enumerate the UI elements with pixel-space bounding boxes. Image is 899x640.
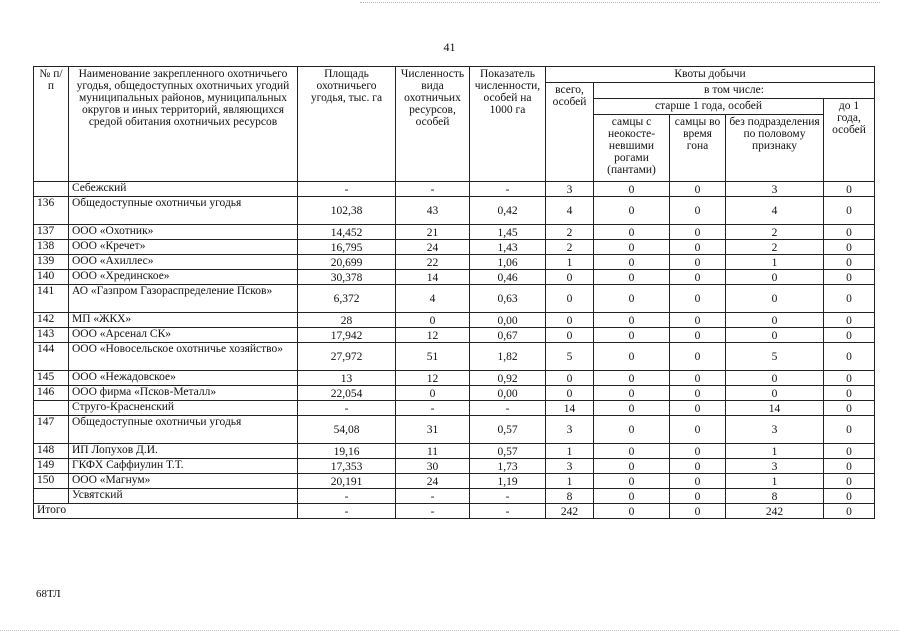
row-area: 27,972 xyxy=(298,343,396,371)
row-males-antlers: 0 xyxy=(594,459,670,474)
row-under1: 0 xyxy=(824,401,875,416)
total-row xyxy=(34,504,875,519)
row-count: 51 xyxy=(396,343,470,371)
row-males-rut: 0 xyxy=(670,474,726,489)
row-males-antlers: 0 xyxy=(594,489,670,504)
row-area: 30,378 xyxy=(298,270,396,285)
table-row xyxy=(34,240,875,255)
row-index: 0,00 xyxy=(470,386,546,401)
table-row xyxy=(34,386,875,401)
table-row xyxy=(34,416,875,444)
table-row xyxy=(34,313,875,328)
row-males-rut: 0 xyxy=(670,489,726,504)
row-index: 0,57 xyxy=(470,416,546,444)
row-total: 0 xyxy=(546,386,594,401)
row-count: 31 xyxy=(396,416,470,444)
row-no-sex: 1 xyxy=(726,474,824,489)
row-males-antlers: 0 xyxy=(594,416,670,444)
row-total: 2 xyxy=(546,225,594,240)
row-males-antlers: 0 xyxy=(594,401,670,416)
row-no-sex: 2 xyxy=(726,225,824,240)
row-under1: 0 xyxy=(824,489,875,504)
row-num: 140 xyxy=(34,270,69,285)
row-total: 2 xyxy=(546,240,594,255)
table-row xyxy=(34,489,875,504)
row-no-sex: 8 xyxy=(726,489,824,504)
scan-edge-bottom xyxy=(0,630,899,635)
page-number: 41 xyxy=(443,40,456,54)
row-index: 1,82 xyxy=(470,343,546,371)
row-name: Усвятский xyxy=(69,489,298,504)
table-row xyxy=(34,255,875,270)
row-under1: 0 xyxy=(824,182,875,197)
row-no-sex: 1 xyxy=(726,255,824,270)
row-males-antlers: 0 xyxy=(594,343,670,371)
header-under1: до 1 года, особей xyxy=(824,99,875,182)
row-area: 22,054 xyxy=(298,386,396,401)
row-total: 14 xyxy=(546,401,594,416)
header-area: Площадь охотничьего угодья, тыс. га xyxy=(298,67,396,182)
row-count: 14 xyxy=(396,270,470,285)
row-name: ООО «Нежадовское» xyxy=(69,371,298,386)
row-num xyxy=(34,401,69,416)
row-under1: 0 xyxy=(824,313,875,328)
row-count: 21 xyxy=(396,225,470,240)
table-row xyxy=(34,270,875,285)
row-males-antlers: 0 xyxy=(594,197,670,225)
total-no-sex: 242 xyxy=(726,504,824,519)
row-index: 1,19 xyxy=(470,474,546,489)
row-under1: 0 xyxy=(824,270,875,285)
row-index: 1,73 xyxy=(470,459,546,474)
row-num: 143 xyxy=(34,328,69,343)
row-count: 0 xyxy=(396,313,470,328)
row-no-sex: 5 xyxy=(726,343,824,371)
row-total: 4 xyxy=(546,197,594,225)
row-index: 0,92 xyxy=(470,371,546,386)
row-area: 20,699 xyxy=(298,255,396,270)
row-no-sex: 3 xyxy=(726,416,824,444)
row-num: 136 xyxy=(34,197,69,225)
table-row xyxy=(34,371,875,386)
row-num: 138 xyxy=(34,240,69,255)
row-num: 144 xyxy=(34,343,69,371)
row-under1: 0 xyxy=(824,285,875,313)
quota-table-body xyxy=(34,182,875,519)
total-area: - xyxy=(298,504,396,519)
row-name: Струго-Красненский xyxy=(69,401,298,416)
table-row xyxy=(34,474,875,489)
row-males-antlers: 0 xyxy=(594,474,670,489)
row-total: 1 xyxy=(546,444,594,459)
row-name: Общедоступные охотничьи угодья xyxy=(69,197,298,225)
row-num: 139 xyxy=(34,255,69,270)
row-total: 3 xyxy=(546,459,594,474)
row-males-antlers: 0 xyxy=(594,270,670,285)
table-row xyxy=(34,343,875,371)
row-num: 147 xyxy=(34,416,69,444)
row-count: - xyxy=(396,182,470,197)
header-males-antlers: самцы с неокосте-невшими рогами (пантами) xyxy=(594,115,670,182)
row-under1: 0 xyxy=(824,386,875,401)
row-name: ООО «Кречет» xyxy=(69,240,298,255)
row-num: 142 xyxy=(34,313,69,328)
row-under1: 0 xyxy=(824,416,875,444)
row-males-antlers: 0 xyxy=(594,240,670,255)
row-males-antlers: 0 xyxy=(594,328,670,343)
row-males-antlers: 0 xyxy=(594,182,670,197)
total-males-antlers: 0 xyxy=(594,504,670,519)
row-total: 1 xyxy=(546,474,594,489)
row-no-sex: 0 xyxy=(726,386,824,401)
quota-table xyxy=(33,66,875,519)
row-index: 0,63 xyxy=(470,285,546,313)
row-area: 14,452 xyxy=(298,225,396,240)
row-area: - xyxy=(298,182,396,197)
row-males-rut: 0 xyxy=(670,182,726,197)
scan-edge-top xyxy=(360,2,880,5)
row-total: 3 xyxy=(546,182,594,197)
row-total: 0 xyxy=(546,328,594,343)
row-under1: 0 xyxy=(824,371,875,386)
row-males-antlers: 0 xyxy=(594,313,670,328)
table-row xyxy=(34,328,875,343)
table-row xyxy=(34,225,875,240)
total-under1: 0 xyxy=(824,504,875,519)
row-num xyxy=(34,489,69,504)
row-total: 5 xyxy=(546,343,594,371)
row-name: Себежский xyxy=(69,182,298,197)
row-males-rut: 0 xyxy=(670,240,726,255)
header-num: № п/п xyxy=(34,67,69,182)
row-name: ООО «Охотник» xyxy=(69,225,298,240)
row-index: 1,43 xyxy=(470,240,546,255)
row-under1: 0 xyxy=(824,240,875,255)
row-no-sex: 1 xyxy=(726,444,824,459)
row-area: 6,372 xyxy=(298,285,396,313)
row-no-sex: 3 xyxy=(726,459,824,474)
row-total: 8 xyxy=(546,489,594,504)
row-area: - xyxy=(298,401,396,416)
row-no-sex: 0 xyxy=(726,270,824,285)
row-males-antlers: 0 xyxy=(594,444,670,459)
row-index: - xyxy=(470,401,546,416)
row-num: 137 xyxy=(34,225,69,240)
row-area: 102,38 xyxy=(298,197,396,225)
total-index: - xyxy=(470,504,546,519)
row-males-rut: 0 xyxy=(670,197,726,225)
row-name: ГКФХ Саффиулин Т.Т. xyxy=(69,459,298,474)
row-index: 0,00 xyxy=(470,313,546,328)
header-males-rut: самцы во время гона xyxy=(670,115,726,182)
row-males-rut: 0 xyxy=(670,444,726,459)
row-under1: 0 xyxy=(824,328,875,343)
row-count: 12 xyxy=(396,328,470,343)
row-num: 146 xyxy=(34,386,69,401)
row-no-sex: 0 xyxy=(726,285,824,313)
row-area: 19,16 xyxy=(298,444,396,459)
row-count: 43 xyxy=(396,197,470,225)
row-name: ООО «Магнум» xyxy=(69,474,298,489)
total-males-rut: 0 xyxy=(670,504,726,519)
row-count: 11 xyxy=(396,444,470,459)
row-no-sex: 0 xyxy=(726,313,824,328)
row-name: ООО «Арсенал СК» xyxy=(69,328,298,343)
row-count: 22 xyxy=(396,255,470,270)
row-count: - xyxy=(396,401,470,416)
row-index: 0,57 xyxy=(470,444,546,459)
row-males-antlers: 0 xyxy=(594,371,670,386)
row-males-rut: 0 xyxy=(670,255,726,270)
row-count: 12 xyxy=(396,371,470,386)
row-total: 1 xyxy=(546,255,594,270)
row-index: 0,67 xyxy=(470,328,546,343)
row-area: - xyxy=(298,489,396,504)
row-males-rut: 0 xyxy=(670,313,726,328)
table-row xyxy=(34,285,875,313)
header-no-sex: без подразделения по половому признаку xyxy=(726,115,824,182)
row-males-rut: 0 xyxy=(670,285,726,313)
row-under1: 0 xyxy=(824,343,875,371)
row-count: 24 xyxy=(396,474,470,489)
row-count: 30 xyxy=(396,459,470,474)
row-count: 24 xyxy=(396,240,470,255)
row-name: АО «Газпром Газораспределение Псков» xyxy=(69,285,298,313)
row-males-rut: 0 xyxy=(670,371,726,386)
row-total: 0 xyxy=(546,371,594,386)
table-row xyxy=(34,459,875,474)
header-over1: старше 1 года, особей xyxy=(594,99,824,115)
row-name: МП «ЖКХ» xyxy=(69,313,298,328)
row-num: 149 xyxy=(34,459,69,474)
row-no-sex: 0 xyxy=(726,328,824,343)
header-total: всего, особей xyxy=(546,83,594,182)
row-males-antlers: 0 xyxy=(594,255,670,270)
row-area: 13 xyxy=(298,371,396,386)
row-under1: 0 xyxy=(824,197,875,225)
table-row xyxy=(34,401,875,416)
row-count: 0 xyxy=(396,386,470,401)
header-name: Наименование закрепленного охотничьего угодья, общедоступных охотничьих угодий муниципальных районов, муниципальных округов и иных территорий, являющихся средой обитания охотничьих ресурсов xyxy=(69,67,298,182)
row-no-sex: 4 xyxy=(726,197,824,225)
row-index: 1,06 xyxy=(470,255,546,270)
row-num: 145 xyxy=(34,371,69,386)
row-count: - xyxy=(396,489,470,504)
total-count: - xyxy=(396,504,470,519)
header-count: Численность вида охотничьих ресурсов, особей xyxy=(396,67,470,182)
row-no-sex: 3 xyxy=(726,182,824,197)
row-area: 16,795 xyxy=(298,240,396,255)
row-count: 4 xyxy=(396,285,470,313)
row-males-rut: 0 xyxy=(670,328,726,343)
row-males-rut: 0 xyxy=(670,459,726,474)
row-num: 150 xyxy=(34,474,69,489)
row-name: ООО «Хрединское» xyxy=(69,270,298,285)
row-males-rut: 0 xyxy=(670,416,726,444)
row-name: ООО «Новосельское охотничье хозяйство» xyxy=(69,343,298,371)
row-no-sex: 0 xyxy=(726,371,824,386)
row-name: ИП Лопухов Д.И. xyxy=(69,444,298,459)
row-index: - xyxy=(470,182,546,197)
row-name: ООО фирма «Псков-Металл» xyxy=(69,386,298,401)
total-label: Итого xyxy=(34,504,298,519)
header-quota: Квоты добычи xyxy=(546,67,875,83)
row-under1: 0 xyxy=(824,444,875,459)
row-under1: 0 xyxy=(824,459,875,474)
row-under1: 0 xyxy=(824,225,875,240)
row-males-rut: 0 xyxy=(670,386,726,401)
row-area: 20,191 xyxy=(298,474,396,489)
row-num: 141 xyxy=(34,285,69,313)
row-no-sex: 14 xyxy=(726,401,824,416)
header-index: Показатель численности, особей на 1000 га xyxy=(470,67,546,182)
table-row xyxy=(34,197,875,225)
row-under1: 0 xyxy=(824,255,875,270)
table-row xyxy=(34,182,875,197)
row-total: 0 xyxy=(546,270,594,285)
row-name: Общедоступные охотничьи угодья xyxy=(69,416,298,444)
row-males-rut: 0 xyxy=(670,343,726,371)
row-males-rut: 0 xyxy=(670,401,726,416)
table-row xyxy=(34,444,875,459)
row-males-rut: 0 xyxy=(670,270,726,285)
row-under1: 0 xyxy=(824,474,875,489)
header-including: в том числе: xyxy=(594,83,875,99)
row-index: - xyxy=(470,489,546,504)
row-total: 0 xyxy=(546,285,594,313)
total-total: 242 xyxy=(546,504,594,519)
row-name: ООО «Ахиллес» xyxy=(69,255,298,270)
row-index: 0,42 xyxy=(470,197,546,225)
row-num: 148 xyxy=(34,444,69,459)
row-area: 17,942 xyxy=(298,328,396,343)
row-males-antlers: 0 xyxy=(594,386,670,401)
row-index: 0,46 xyxy=(470,270,546,285)
footer-code: 68ТЛ xyxy=(36,588,61,600)
row-total: 3 xyxy=(546,416,594,444)
row-area: 54,08 xyxy=(298,416,396,444)
row-area: 17,353 xyxy=(298,459,396,474)
row-males-antlers: 0 xyxy=(594,225,670,240)
row-num xyxy=(34,182,69,197)
row-total: 0 xyxy=(546,313,594,328)
row-area: 28 xyxy=(298,313,396,328)
row-males-antlers: 0 xyxy=(594,285,670,313)
row-index: 1,45 xyxy=(470,225,546,240)
row-no-sex: 2 xyxy=(726,240,824,255)
row-males-rut: 0 xyxy=(670,225,726,240)
